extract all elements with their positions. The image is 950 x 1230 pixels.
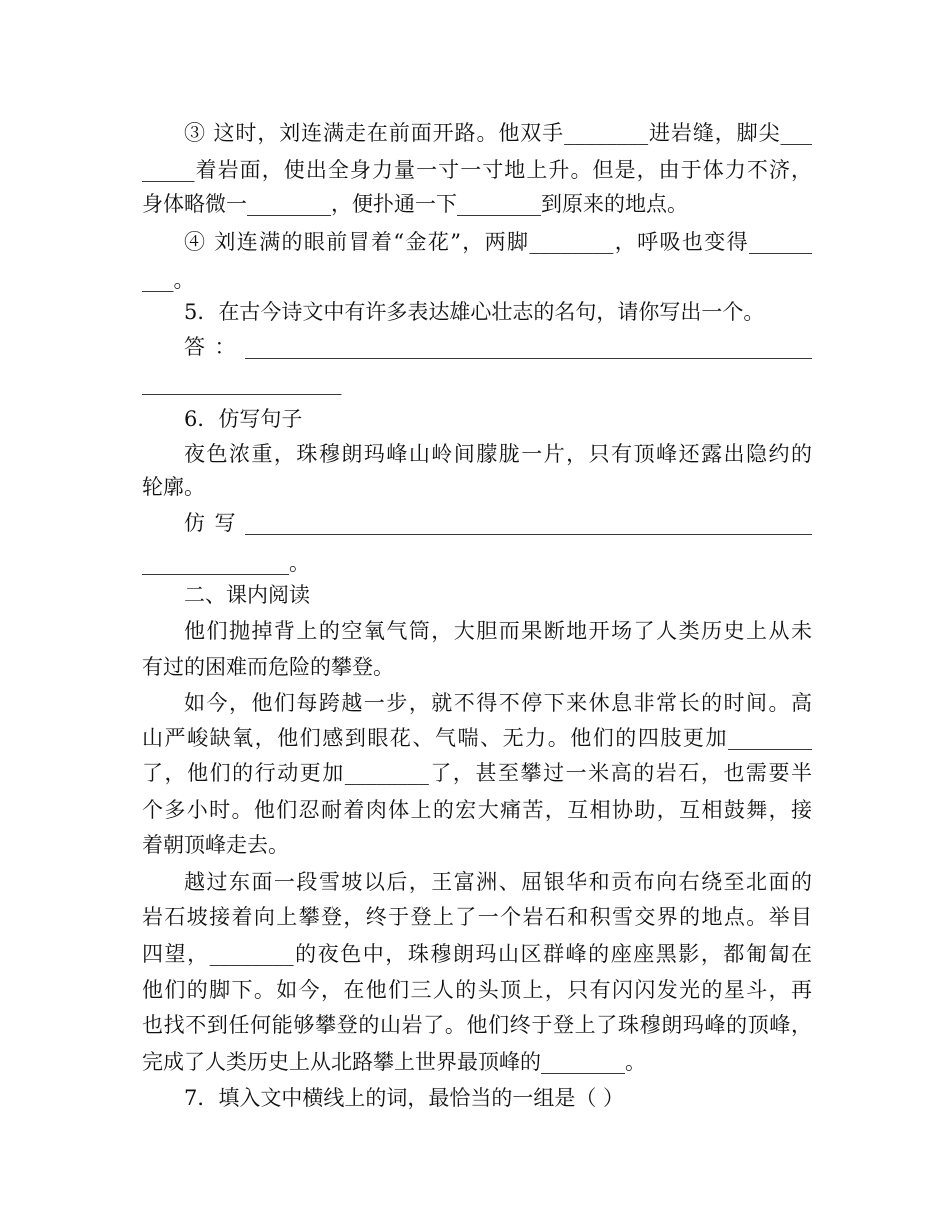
- text-line: ③ 这时，刘连满走在前面开路。他双手________进岩缝，脚尖___: [184, 121, 812, 145]
- passage-line: 岩石坡接着向上攀登，终于登上了一个岩石和积雪交界的地点。举目: [142, 905, 812, 929]
- text-line: _____着岩面，使出全身力量一寸一寸地上升。但是，由于体力不济，: [142, 158, 812, 182]
- question-6: 6．仿写句子: [184, 407, 303, 431]
- text-line: 身体略微一________，便扑通一下________到原来的地点。: [142, 192, 688, 216]
- passage-line: 个多小时。他们忍耐着肉体上的宏大痛苦，互相协助，互相鼓舞，接: [142, 798, 812, 822]
- passage-line: 山严峻缺氧，他们感到眼花、气喘、无力。他们的四肢更加________: [142, 726, 812, 750]
- text-line: ④ 刘连满的眼前冒着“金花”，两脚________，呼吸也变得______: [184, 230, 812, 254]
- passage-line: 他们的脚下。如今，在他们三人的头顶上，只有闪闪发光的星斗，再: [142, 978, 812, 1002]
- text-line: 夜色浓重，珠穆朗玛峰山岭间朦胧一片，只有顶峰还露出隐约的: [184, 442, 812, 466]
- passage-line: 四望，________的夜色中，珠穆朗玛山区群峰的座座黑影，都匍匐在: [142, 942, 812, 966]
- passage-line: 他们抛掉背上的空氧气筒，大胆而果断地开场了人类历史上从未: [184, 619, 812, 643]
- passage-line: 了，他们的行动更加________了，甚至攀过一米高的岩石，也需要半: [142, 761, 812, 785]
- passage-line: 有过的困难而危险的攀登。: [142, 655, 394, 679]
- passage-line: 如今，他们每跨越一步，就不得不停下来休息非常长的时间。高: [184, 691, 812, 715]
- text-line: ___。: [142, 268, 195, 292]
- answer-line-continued: ___________________: [142, 371, 342, 395]
- question-7: 7．填入文中横线上的词，最恰当的一组是（ ）: [184, 1086, 625, 1110]
- imitation-line: 仿写______________________________________________________: [184, 511, 812, 535]
- answer-line: 答：______________________________________________________: [184, 335, 812, 359]
- passage-line: 也找不到任何能够攀登的山岩了。他们终于登上了珠穆朗玛峰的顶峰，: [142, 1013, 812, 1037]
- passage-line: 完成了人类历史上从北路攀上世界最顶峰的________。: [142, 1050, 646, 1074]
- passage-line: 着朝顶峰走去。: [142, 833, 289, 857]
- passage-line: 越过东面一段雪坡以后，王富洲、屈银华和贡布向右绕至北面的: [184, 870, 812, 894]
- text-line: 轮廓。: [142, 475, 205, 499]
- imitation-line-continued: ______________。: [142, 551, 310, 575]
- section-heading: 二、课内阅读: [184, 583, 310, 607]
- question-5: 5．在古今诗文中有许多表达雄心壮志的名句，请你写出一个。: [184, 300, 765, 324]
